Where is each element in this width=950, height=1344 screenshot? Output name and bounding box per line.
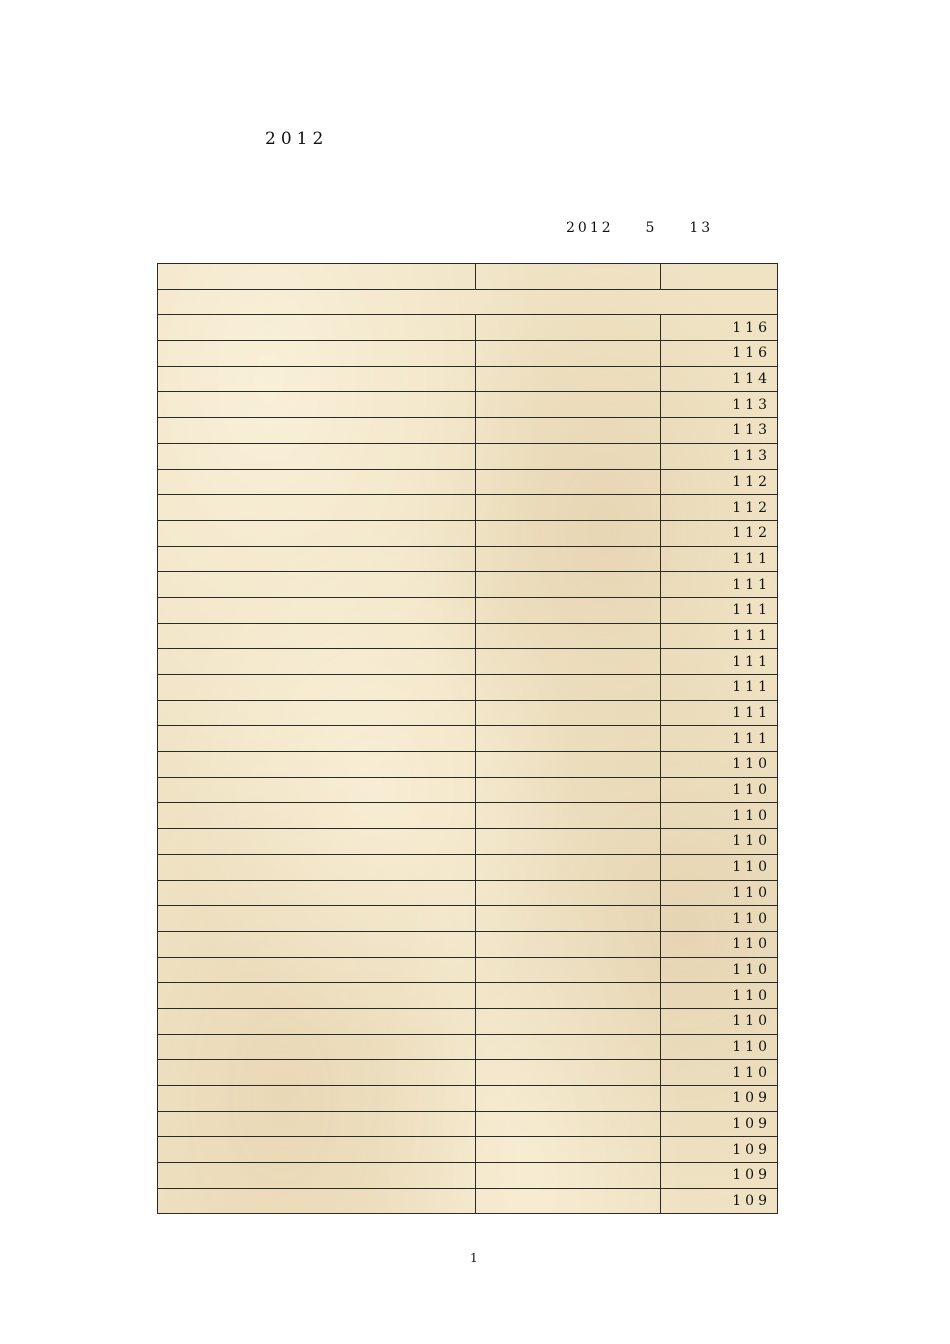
row-score: 110 xyxy=(661,931,778,957)
row-name xyxy=(158,597,476,623)
table-row xyxy=(158,315,778,341)
header-name-left xyxy=(198,264,216,288)
row-name xyxy=(158,880,476,906)
row-name xyxy=(158,675,476,701)
row-score: 111 xyxy=(661,726,778,752)
table-row xyxy=(158,1111,778,1137)
table-row xyxy=(158,752,778,778)
row-name xyxy=(158,1111,476,1137)
row-dept xyxy=(476,752,661,778)
row-dept xyxy=(476,957,661,983)
row-score: 110 xyxy=(661,983,778,1009)
row-score: 110 xyxy=(661,906,778,932)
table-row xyxy=(158,1060,778,1086)
row-score: 110 xyxy=(661,803,778,829)
row-score: 112 xyxy=(661,469,778,495)
row-name xyxy=(158,572,476,598)
row-score: 109 xyxy=(661,1163,778,1189)
row-dept xyxy=(476,520,661,546)
header-score xyxy=(661,264,778,290)
table-row xyxy=(158,675,778,701)
section-row xyxy=(158,289,778,315)
row-name xyxy=(158,418,476,444)
table-row xyxy=(158,495,778,521)
row-score: 110 xyxy=(661,854,778,880)
row-score: 110 xyxy=(661,1060,778,1086)
document-subtitle xyxy=(420,176,508,199)
table-row xyxy=(158,1188,778,1214)
row-name xyxy=(158,649,476,675)
table-row xyxy=(158,880,778,906)
row-name xyxy=(158,623,476,649)
table-row xyxy=(158,803,778,829)
row-dept xyxy=(476,1111,661,1137)
row-score: 114 xyxy=(661,366,778,392)
row-score: 111 xyxy=(661,623,778,649)
row-dept xyxy=(476,495,661,521)
row-dept xyxy=(476,546,661,572)
row-name xyxy=(158,1163,476,1189)
row-dept xyxy=(476,983,661,1009)
table-row xyxy=(158,854,778,880)
row-dept xyxy=(476,726,661,752)
row-name xyxy=(158,1008,476,1034)
row-score: 110 xyxy=(661,957,778,983)
row-dept xyxy=(476,777,661,803)
table-row xyxy=(158,700,778,726)
row-score: 113 xyxy=(661,443,778,469)
table-row xyxy=(158,443,778,469)
table-row xyxy=(158,1008,778,1034)
row-name xyxy=(158,495,476,521)
header-name-right xyxy=(421,264,439,288)
row-score: 110 xyxy=(661,752,778,778)
table-row xyxy=(158,931,778,957)
row-score: 116 xyxy=(661,315,778,341)
document-title: 2012 xyxy=(265,129,813,149)
row-name xyxy=(158,341,476,367)
row-name xyxy=(158,366,476,392)
table-row xyxy=(158,597,778,623)
row-name xyxy=(158,443,476,469)
page-number: 1 xyxy=(470,1251,478,1265)
header-name xyxy=(158,264,476,290)
date-line: 2012 5 13 xyxy=(566,220,782,236)
table-header-row xyxy=(158,264,778,290)
note-line xyxy=(166,240,744,259)
row-score: 111 xyxy=(661,675,778,701)
row-name xyxy=(158,469,476,495)
row-dept xyxy=(476,829,661,855)
row-dept xyxy=(476,392,661,418)
row-name xyxy=(158,829,476,855)
row-name xyxy=(158,931,476,957)
row-name xyxy=(158,1086,476,1112)
row-score: 109 xyxy=(661,1086,778,1112)
row-score: 110 xyxy=(661,1034,778,1060)
row-dept xyxy=(476,1188,661,1214)
row-name xyxy=(158,777,476,803)
table-row xyxy=(158,1034,778,1060)
row-dept xyxy=(476,1060,661,1086)
row-score: 109 xyxy=(661,1111,778,1137)
row-score: 111 xyxy=(661,700,778,726)
row-name xyxy=(158,854,476,880)
table-row xyxy=(158,418,778,444)
row-score: 110 xyxy=(661,829,778,855)
row-dept xyxy=(476,623,661,649)
row-dept xyxy=(476,649,661,675)
row-score: 109 xyxy=(661,1188,778,1214)
row-name xyxy=(158,906,476,932)
row-name xyxy=(158,1034,476,1060)
row-dept xyxy=(476,469,661,495)
row-name xyxy=(158,957,476,983)
row-dept xyxy=(476,315,661,341)
table-row xyxy=(158,1086,778,1112)
table-row xyxy=(158,829,778,855)
row-name xyxy=(158,726,476,752)
row-score: 113 xyxy=(661,418,778,444)
row-name xyxy=(158,315,476,341)
table-row xyxy=(158,983,778,1009)
row-score: 116 xyxy=(661,341,778,367)
row-score: 110 xyxy=(661,777,778,803)
issuer-line xyxy=(215,217,576,237)
row-score: 111 xyxy=(661,546,778,572)
row-score: 112 xyxy=(661,495,778,521)
row-score: 112 xyxy=(661,520,778,546)
table-row xyxy=(158,341,778,367)
row-dept xyxy=(476,341,661,367)
row-name xyxy=(158,1188,476,1214)
row-name xyxy=(158,700,476,726)
header-dept xyxy=(476,264,661,290)
row-score: 110 xyxy=(661,880,778,906)
row-name xyxy=(158,803,476,829)
row-dept xyxy=(476,931,661,957)
row-dept xyxy=(476,1086,661,1112)
row-name xyxy=(158,752,476,778)
row-dept xyxy=(476,803,661,829)
table-row xyxy=(158,623,778,649)
row-score: 109 xyxy=(661,1137,778,1163)
row-name xyxy=(158,983,476,1009)
row-dept xyxy=(476,366,661,392)
row-name xyxy=(158,392,476,418)
row-dept xyxy=(476,1008,661,1034)
row-dept xyxy=(476,418,661,444)
row-dept xyxy=(476,1163,661,1189)
row-name xyxy=(158,1137,476,1163)
table-row xyxy=(158,469,778,495)
row-dept xyxy=(476,880,661,906)
table-row xyxy=(158,726,778,752)
row-score: 110 xyxy=(661,1008,778,1034)
section-label xyxy=(158,289,778,315)
table-row xyxy=(158,366,778,392)
table-row xyxy=(158,1163,778,1189)
row-name xyxy=(158,546,476,572)
table-row xyxy=(158,649,778,675)
row-score: 111 xyxy=(661,649,778,675)
table-row xyxy=(158,520,778,546)
table-row xyxy=(158,1137,778,1163)
table-row xyxy=(158,777,778,803)
row-name xyxy=(158,1060,476,1086)
row-score: 113 xyxy=(661,392,778,418)
row-dept xyxy=(476,854,661,880)
row-dept xyxy=(476,1034,661,1060)
table-row xyxy=(158,572,778,598)
row-dept xyxy=(476,443,661,469)
table-row xyxy=(158,906,778,932)
row-dept xyxy=(476,906,661,932)
row-name xyxy=(158,520,476,546)
row-score: 111 xyxy=(661,597,778,623)
score-table-body xyxy=(158,264,778,1214)
row-dept xyxy=(476,700,661,726)
row-dept xyxy=(476,597,661,623)
table-row xyxy=(158,546,778,572)
row-dept xyxy=(476,1137,661,1163)
table-row xyxy=(158,392,778,418)
row-dept xyxy=(476,675,661,701)
score-table xyxy=(157,263,778,1214)
row-score: 111 xyxy=(661,572,778,598)
table-row xyxy=(158,957,778,983)
row-dept xyxy=(476,572,661,598)
